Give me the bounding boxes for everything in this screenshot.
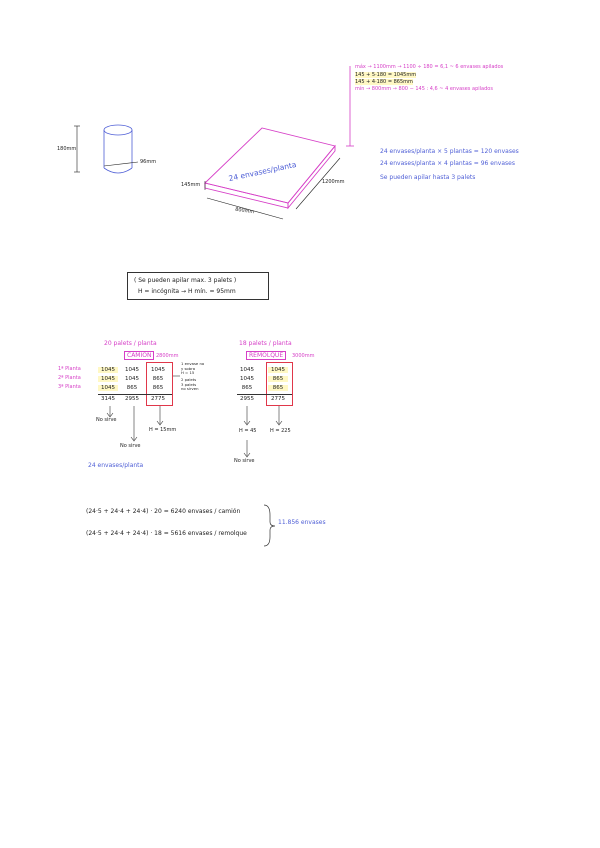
pallet-height-label: 145mm bbox=[181, 182, 201, 188]
cylinder-diameter-label: 96mm bbox=[140, 159, 157, 165]
truck-result-1: No sirve bbox=[96, 417, 117, 423]
pallet-label: 24 envases/planta bbox=[227, 159, 298, 184]
truck-cell: 865 bbox=[152, 385, 164, 391]
trailer-result-2: H = 225 bbox=[270, 428, 291, 434]
trailer-total: 2955 bbox=[240, 396, 254, 402]
truck-total: 2775 bbox=[151, 396, 165, 402]
truck-cell: 1045 bbox=[125, 376, 139, 382]
trailer-name: REMOLQUE bbox=[246, 351, 286, 360]
trailer-result-1: H = 45 bbox=[239, 428, 257, 434]
pallet-width-label: 800mm bbox=[234, 206, 255, 216]
trailer-pallets-label: 18 palets / planta bbox=[239, 340, 292, 347]
trailer-cell: 865 bbox=[268, 376, 288, 382]
equation-trailer: (24·5 + 24·4 + 24·4) · 18 = 5616 envases / remolque bbox=[86, 530, 247, 537]
per-floor-note: 24 envases/planta bbox=[88, 462, 144, 469]
summary-96: 24 envases/planta × 4 plantas = 96 envases bbox=[380, 160, 515, 167]
truck-cell: 1045 bbox=[98, 376, 118, 382]
truck-sum-line bbox=[98, 394, 172, 395]
floor-label-3: 3ª Planta bbox=[58, 384, 81, 390]
stack-note-1045: 145 + 5·180 = 1045mm bbox=[355, 72, 417, 78]
trailer-cell: 865 bbox=[241, 385, 253, 391]
truck-cell: 1045 bbox=[98, 385, 118, 391]
summary-palets: Se pueden apilar hasta 3 palets bbox=[380, 174, 476, 181]
stack-limit-box bbox=[127, 272, 269, 300]
equation-total: 11.856 envases bbox=[278, 519, 326, 526]
truck-cell: 865 bbox=[126, 385, 138, 391]
stack-note-min: mín → 800mm → 800 − 145 : 4,6 ~ 4 envases apilados bbox=[355, 86, 493, 92]
stack-note-865: 145 + 4·180 = 865mm bbox=[355, 79, 413, 85]
truck-cell: 1045 bbox=[151, 367, 165, 373]
truck-side-note-2: 2 palets 3 palets no sirven bbox=[181, 377, 199, 392]
cylinder-height-label: 180mm bbox=[57, 146, 77, 152]
truck-cell: 1045 bbox=[125, 367, 139, 373]
trailer-cell: 865 bbox=[268, 385, 288, 391]
floor-label-2: 2ª Planta bbox=[58, 375, 81, 381]
stack-limit-line2: H = incógnita → H mín. = 95mm bbox=[138, 288, 236, 295]
truck-cell: 865 bbox=[152, 376, 164, 382]
trailer-height: 3000mm bbox=[292, 353, 315, 359]
trailer-sum-line bbox=[237, 394, 292, 395]
equation-truck: (24·5 + 24·4 + 24·4) · 20 = 6240 envases / camión bbox=[86, 508, 241, 515]
pallet-length-label: 1200mm bbox=[322, 179, 345, 185]
trailer-cell: 1045 bbox=[268, 367, 288, 373]
truck-cell: 1045 bbox=[98, 367, 118, 373]
truck-height: 2800mm bbox=[156, 353, 179, 359]
summary-120: 24 envases/planta × 5 plantas = 120 envases bbox=[380, 148, 519, 155]
trailer-cell: 1045 bbox=[240, 376, 254, 382]
trailer-cell: 1045 bbox=[240, 367, 254, 373]
brace-icon bbox=[264, 505, 275, 546]
trailer-result-3: No sirve bbox=[234, 458, 255, 464]
truck-total: 2955 bbox=[125, 396, 139, 402]
truck-name: CAMIÓN bbox=[124, 351, 154, 360]
truck-result-2: No sirve bbox=[120, 443, 141, 449]
stack-note-max: máx → 1100mm → 1100 ÷ 180 = 6,1 ~ 6 envases apilados bbox=[355, 64, 504, 70]
floor-label-1: 1ª Planta bbox=[58, 366, 81, 372]
truck-result-3: H = 15mm bbox=[149, 427, 177, 433]
truck-side-note: 1 envase no y sobra H = 15 bbox=[181, 361, 205, 376]
trailer-total: 2775 bbox=[271, 396, 285, 402]
stack-limit-line1: ( Se pueden apilar max. 3 palets ) bbox=[134, 277, 237, 284]
truck-total: 3145 bbox=[101, 396, 115, 402]
truck-pallets-label: 20 palets / planta bbox=[104, 340, 157, 347]
